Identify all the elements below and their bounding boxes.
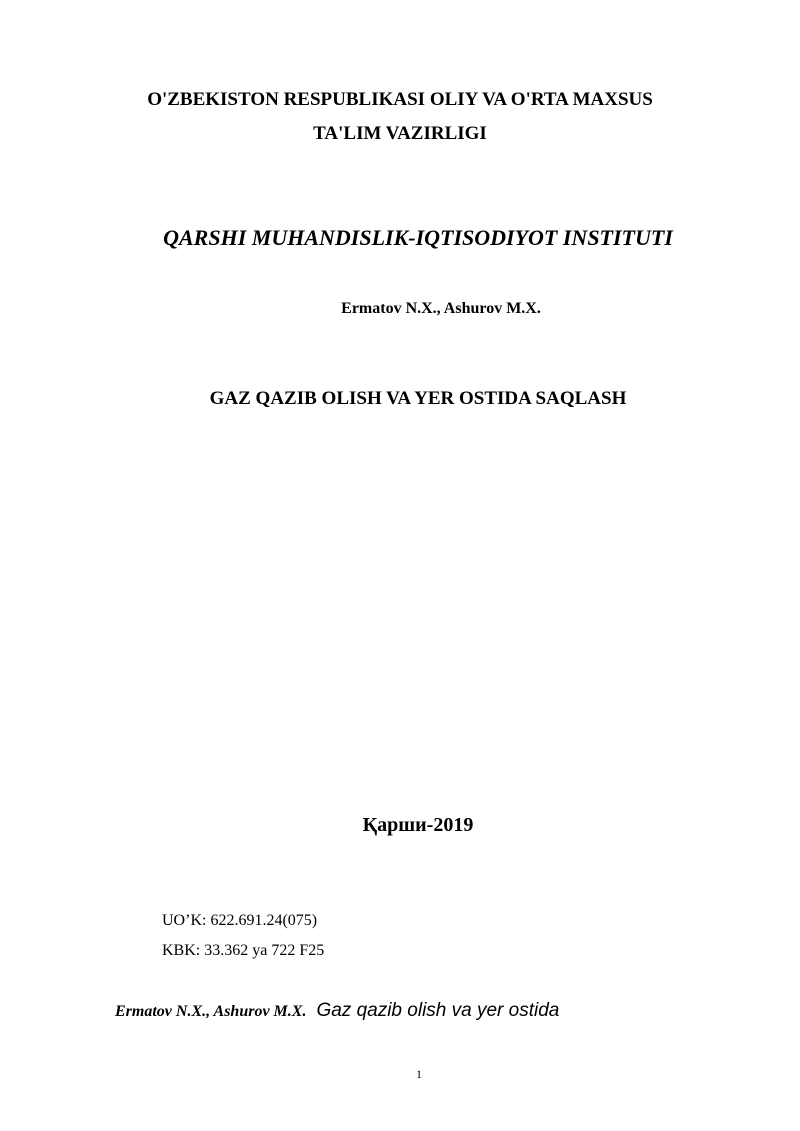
ministry-line-2: TA'LIM VAZIRLIGI: [313, 123, 487, 144]
citation-line: [115, 1000, 559, 1022]
book-title: GAZ QAZIB OLISH VA YER OSTIDA SAQLASH: [209, 388, 627, 409]
ministry-heading: [0, 83, 800, 151]
classification-block: [162, 906, 324, 966]
city-year: Қарши-2019: [362, 814, 474, 836]
authors: Ermatov N.X., Ashurov M.X.: [341, 300, 541, 317]
institute-name: QARSHI MUHANDISLIK-IQTISODIYOT INSTITUTI: [163, 225, 673, 250]
citation-title: Gaz qazib olish va yer ostida: [316, 1000, 560, 1021]
udc-code: UO’K: 622.691.24(075): [162, 912, 318, 929]
ministry-line-1: O'ZBEKISTON RESPUBLIKASI OLIY VA O'RTA MAXSUS: [147, 89, 653, 110]
kbk-code: KBK: 33.362 ya 722 F25: [162, 942, 325, 959]
citation-authors: Ermatov N.X., Ashurov M.X.: [115, 1003, 307, 1020]
page-number: 1: [416, 1067, 422, 1081]
